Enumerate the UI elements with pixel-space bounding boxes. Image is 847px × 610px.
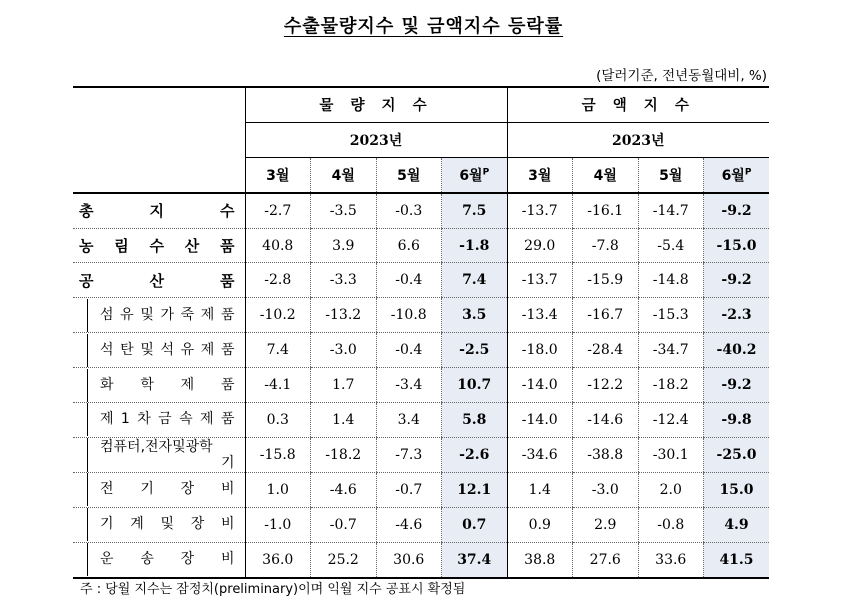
value-cell: -13.4 [507, 298, 573, 333]
group-header-volume: 물 량 지 수 [245, 87, 507, 122]
value-cell: -28.4 [573, 333, 639, 368]
value-cell: 2.9 [573, 507, 639, 542]
row-label: 제 1 차 금 속 제 품 [73, 403, 245, 438]
volume-cell: -3.3 [311, 263, 377, 298]
value-cell: -7.8 [573, 228, 639, 263]
value-cell: -14.0 [507, 368, 573, 403]
month-header: 4월 [573, 157, 639, 192]
table-row [73, 472, 769, 507]
prelim-mark: P [744, 167, 752, 178]
volume-cell: 25.2 [311, 542, 377, 577]
volume-cell: -1.0 [245, 507, 311, 542]
value-cell: 15.0 [704, 472, 770, 507]
units-note: (달러기준, 전년동월대비, %) [596, 68, 767, 84]
table-row [73, 437, 769, 472]
value-cell: -38.8 [573, 437, 639, 472]
index-change-table [73, 86, 769, 579]
table-row [73, 542, 769, 577]
value-cell: -13.7 [507, 193, 573, 228]
volume-cell: 30.6 [376, 542, 442, 577]
value-cell: -9.2 [704, 263, 770, 298]
volume-cell: -2.6 [442, 437, 508, 472]
value-cell: -18.0 [507, 333, 573, 368]
value-cell: -9.8 [704, 403, 770, 438]
footnote: 주 : 당월 지수는 잠정치(preliminary)이며 익월 지수 공표시 확정됨 [80, 582, 466, 597]
value-cell: -5.4 [638, 228, 704, 263]
volume-cell: 12.1 [442, 472, 508, 507]
month-label: 6월 [721, 167, 745, 184]
volume-cell: 36.0 [245, 542, 311, 577]
volume-cell: -4.1 [245, 368, 311, 403]
table-row [73, 507, 769, 542]
volume-cell: -4.6 [376, 507, 442, 542]
table-row [73, 228, 769, 263]
volume-cell: -18.2 [311, 437, 377, 472]
row-label: 기 계 및 장 비 [73, 507, 245, 542]
volume-cell: -3.5 [311, 193, 377, 228]
value-cell: -16.1 [573, 193, 639, 228]
table-row [73, 333, 769, 368]
volume-cell: -0.4 [376, 263, 442, 298]
value-cell: -18.2 [638, 368, 704, 403]
page-title: 수출물량지수 및 금액지수 등락률 [283, 16, 564, 37]
volume-cell: -4.6 [311, 472, 377, 507]
row-label: 운 송 장 비 [73, 542, 245, 577]
value-cell: -2.3 [704, 298, 770, 333]
value-cell: 33.6 [638, 542, 704, 577]
volume-cell: 1.4 [311, 403, 377, 438]
value-cell: -15.9 [573, 263, 639, 298]
volume-cell: -3.4 [376, 368, 442, 403]
year-header-volume: 2023년 [245, 122, 507, 157]
value-cell: 4.9 [704, 507, 770, 542]
value-cell: 2.0 [638, 472, 704, 507]
value-cell: -3.0 [573, 472, 639, 507]
volume-cell: 0.3 [245, 403, 311, 438]
prelim-mark: P [482, 167, 490, 178]
corner-cell [73, 87, 245, 193]
volume-cell: -1.8 [442, 228, 508, 263]
value-cell: -34.6 [507, 437, 573, 472]
volume-cell: -2.5 [442, 333, 508, 368]
volume-cell: 0.7 [442, 507, 508, 542]
month-label: 6월 [459, 167, 483, 184]
row-label: 전 기 장 비 [73, 472, 245, 507]
value-cell: -12.4 [638, 403, 704, 438]
volume-cell: -2.7 [245, 193, 311, 228]
year-header-value: 2023년 [507, 122, 769, 157]
volume-cell: -0.4 [376, 333, 442, 368]
volume-cell: 7.4 [442, 263, 508, 298]
volume-cell: 7.4 [245, 333, 311, 368]
row-label: 섬 유 및 가 죽 제 품 [73, 298, 245, 333]
value-cell: -14.6 [573, 403, 639, 438]
value-cell: -9.2 [704, 193, 770, 228]
month-header: 5월 [376, 157, 442, 192]
table-row [73, 263, 769, 298]
table-row [73, 193, 769, 228]
value-cell: -30.1 [638, 437, 704, 472]
volume-cell: 7.5 [442, 193, 508, 228]
volume-cell: 3.5 [442, 298, 508, 333]
value-cell: -9.2 [704, 368, 770, 403]
volume-cell: 40.8 [245, 228, 311, 263]
table-row [73, 298, 769, 333]
volume-cell: 1.7 [311, 368, 377, 403]
volume-cell: -2.8 [245, 263, 311, 298]
value-cell: -40.2 [704, 333, 770, 368]
value-cell: 0.9 [507, 507, 573, 542]
volume-cell: -13.2 [311, 298, 377, 333]
volume-cell: 3.9 [311, 228, 377, 263]
row-label: 총 지 수 [73, 193, 245, 228]
value-cell: -15.0 [704, 228, 770, 263]
month-header: 3월 [507, 157, 573, 192]
volume-cell: 10.7 [442, 368, 508, 403]
volume-cell: -3.0 [311, 333, 377, 368]
value-cell: -15.3 [638, 298, 704, 333]
value-cell: 1.4 [507, 472, 573, 507]
row-label: 공 산 품 [73, 263, 245, 298]
volume-cell: 5.8 [442, 403, 508, 438]
volume-cell: -0.7 [311, 507, 377, 542]
volume-cell: -0.7 [376, 472, 442, 507]
row-label [73, 437, 245, 472]
volume-cell: -10.2 [245, 298, 311, 333]
row-label-line2: 기 [220, 454, 235, 471]
volume-cell: 3.4 [376, 403, 442, 438]
volume-cell: -15.8 [245, 437, 311, 472]
volume-cell: 1.0 [245, 472, 311, 507]
value-cell: 41.5 [704, 542, 770, 577]
value-cell: -14.0 [507, 403, 573, 438]
value-cell: -14.7 [638, 193, 704, 228]
value-cell: -14.8 [638, 263, 704, 298]
volume-cell: 6.6 [376, 228, 442, 263]
value-cell: -16.7 [573, 298, 639, 333]
row-label: 화 학 제 품 [73, 368, 245, 403]
month-header: 3월 [245, 157, 311, 192]
volume-cell: 37.4 [442, 542, 508, 577]
month-header-prelim [704, 157, 770, 192]
value-cell: -34.7 [638, 333, 704, 368]
row-label-line1: 컴퓨터,전자및광학 [100, 438, 213, 455]
table-row [73, 368, 769, 403]
volume-cell: -10.8 [376, 298, 442, 333]
month-header-prelim [442, 157, 508, 192]
value-cell: 27.6 [573, 542, 639, 577]
value-cell: -13.7 [507, 263, 573, 298]
volume-cell: -0.3 [376, 193, 442, 228]
value-cell: -0.8 [638, 507, 704, 542]
row-label: 농 림 수 산 품 [73, 228, 245, 263]
month-header: 5월 [638, 157, 704, 192]
value-cell: -25.0 [704, 437, 770, 472]
value-cell: 29.0 [507, 228, 573, 263]
row-label: 석 탄 및 석 유 제 품 [73, 333, 245, 368]
group-header-value: 금 액 지 수 [507, 87, 769, 122]
month-header: 4월 [311, 157, 377, 192]
table-row [73, 403, 769, 438]
value-cell: -12.2 [573, 368, 639, 403]
value-cell: 38.8 [507, 542, 573, 577]
volume-cell: -7.3 [376, 437, 442, 472]
